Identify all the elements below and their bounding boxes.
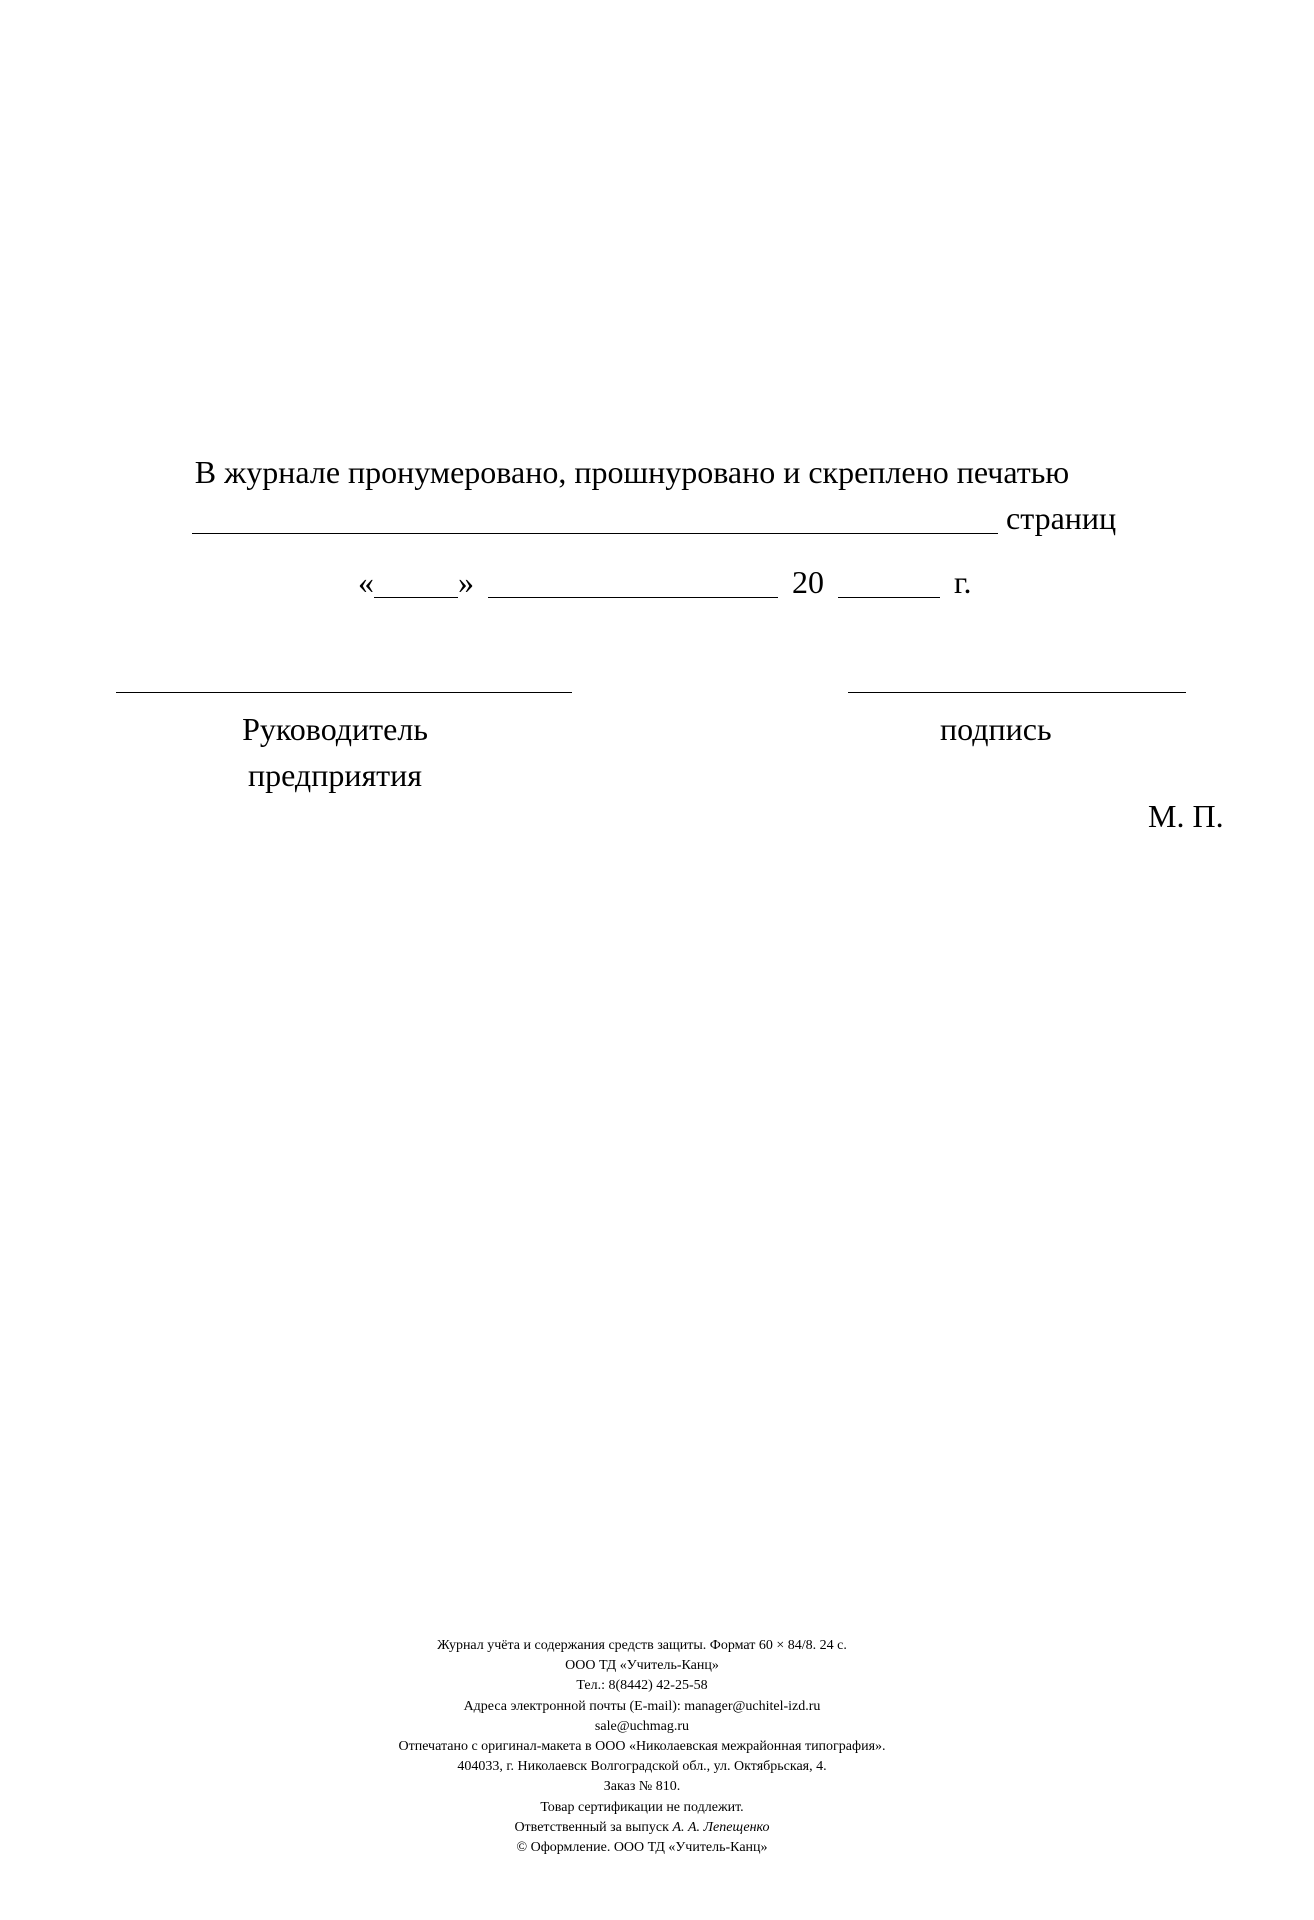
pages-count-blank: [192, 507, 998, 534]
year-blank: [838, 571, 940, 598]
imprint-line: Адреса электронной почты (E-mail): manager@uchitel-izd.ru: [463, 1698, 821, 1714]
date-line: [358, 566, 972, 598]
manager-name-blank: [116, 692, 572, 693]
publisher-imprint: [0, 1636, 1314, 1858]
role-label: Руководитель предприятия: [242, 711, 428, 793]
imprint-line: Товар сертификации не подлежит.: [540, 1799, 744, 1815]
day-blank: [374, 571, 458, 598]
imprint-line: [0, 1818, 1284, 1838]
year-suffix: г.: [954, 564, 972, 600]
imprint-line: ООО ТД «Учитель-Канц»: [565, 1658, 719, 1674]
certification-title: В журнале пронумеровано, прошнуровано и скреплено печатью: [194, 454, 1070, 490]
imprint-line: Журнал учёта и содержания средств защиты. Формат 60 × 84/8. 24 с.: [437, 1638, 847, 1653]
pages-word: страниц: [1006, 500, 1117, 536]
responsible-label: Ответственный за выпуск: [514, 1819, 669, 1835]
imprint-line: © Оформление. ООО ТД «Учитель-Канц»: [516, 1840, 768, 1856]
imprint-line: Заказ № 810.: [603, 1779, 681, 1795]
pages-count-line: [192, 502, 1116, 534]
imprint-line: Тел.: 8(8442) 42-25-58: [576, 1678, 708, 1694]
date-century: 20: [792, 564, 824, 600]
imprint-line: sale@uchmag.ru: [594, 1718, 690, 1734]
stamp-label: М. П.: [1148, 798, 1224, 834]
date-close-quote: »: [458, 564, 474, 600]
imprint-line: 404033, г. Николаевск Волгоградской обл., ул. Октябрьская, 4.: [457, 1759, 827, 1775]
month-blank: [488, 571, 778, 598]
signature-blank: [848, 692, 1186, 693]
date-open-quote: «: [358, 564, 374, 600]
imprint-line: Отпечатано с оригинал-макета в ООО «Николаевская межрайонная типография».: [398, 1739, 886, 1755]
responsible-name: А. А. Лепещенко: [672, 1819, 770, 1835]
signature-label: подпись: [940, 711, 1052, 747]
